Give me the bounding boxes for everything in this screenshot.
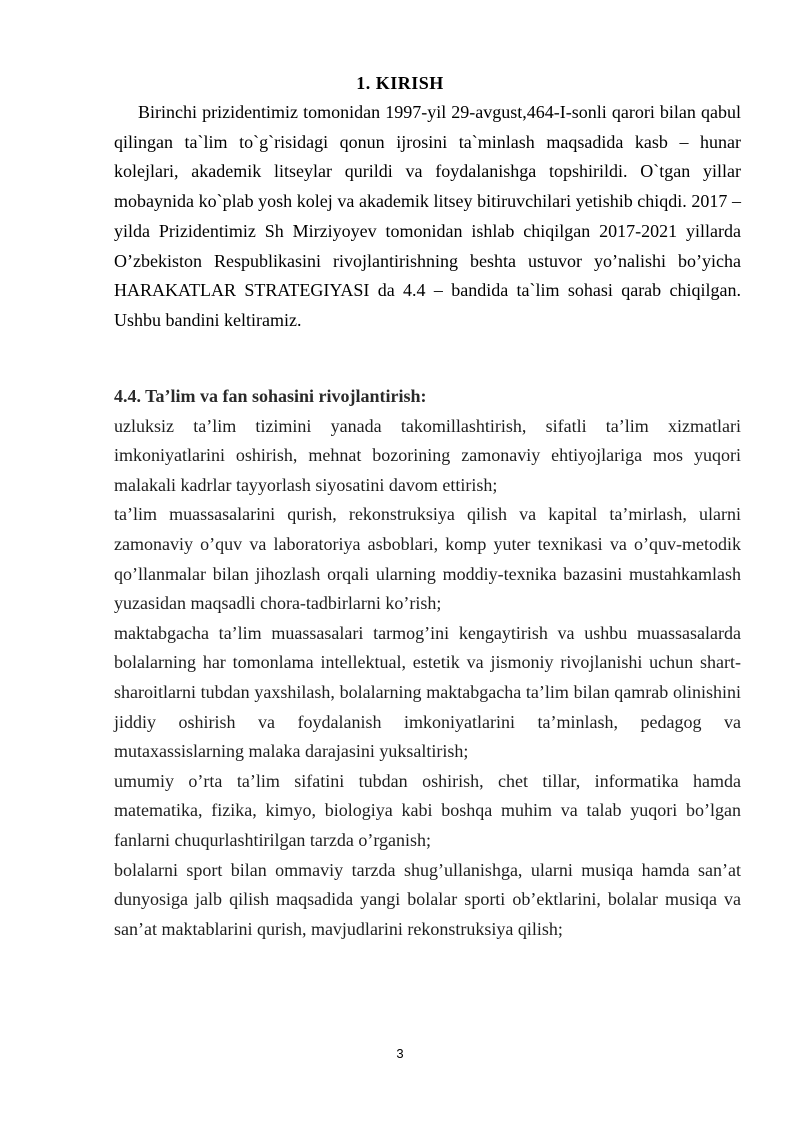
section-4-4 xyxy=(114,382,741,944)
list-item: umumiy o’rta ta’lim sifatini tubdan oshirish, chet tillar, informatika hamda matematika, fizika, kimyo, biologiya kabi boshqa muhim va talab yuqori bo’lgan fanlarni chuqurlashtirilgan tarzda o’rganish; xyxy=(114,770,741,850)
list-item: uzluksiz ta’lim tizimini yanada takomillashtirish, sifatli ta’lim xizmatlari imkoniyatlarini oshirish, mehnat bozorining zamonaviy ehtiyojlariga mos yuqori malakali kadrlar tayyorlash siyosatini davom ettirish; xyxy=(114,415,741,495)
intro-paragraph: Birinchi prizidentimiz tomonidan 1997-yil 29-avgust,464-I-sonli qarori bilan qabul qilingan ta`lim to`g`risidagi qonun ijrosini ta`minlash maqsadida kasb – hunar kolejlari, akademik litseylar qurildi va foydalanishga topshirildi. O`tgan yillar mobaynida ko`plab yosh kolej va akademik litsey bitiruvchilari yetishib chiqdi. 2017 – yilda Prizidentimiz Sh Mirziyoyev tomonidan ishlab chiqilgan 2017-2021 yillarda O’zbekiston Respublikasini rivojlantirishning beshta ustuvor yo’nalishi bo’yicha HARAKATLAR STRATEGIYASI da 4.4 – bandida ta`lim sohasi qarab chiqilgan. Ushbu bandini keltiramiz. xyxy=(114,102,741,330)
page-number: 3 xyxy=(396,1046,404,1061)
section-title: 4.4. Ta’lim va fan sohasini rivojlantirish: xyxy=(114,386,427,406)
chapter-heading: 1. KIRISH xyxy=(356,73,444,93)
list-item: ta’lim muassasalarini qurish, rekonstruksiya qilish va kapital ta’mirlash, ularni zamonaviy o’quv va laboratoriya asboblari, komp yuter texnikasi va o’quv-metodik qo’llanmalar bilan jihozlash orqali ularning moddiy-texnika bazasini mustahkamlash yuzasidan maqsadli chora-tadbirlarni ko’rish; xyxy=(114,504,741,614)
list-item: maktabgacha ta’lim muassasalari tarmog’ini kengaytirish va ushbu muassasalarda bolalarning har tomonlama intellektual, estetik va jismoniy rivojlanishi uchun shart- sharoitlarni tubdan yaxshilash, bolalarning maktabgacha ta’lim bilan qamrab olinishini jiddiy oshirish va foydalanish imkoniyatlarini ta’minlash, pedagog va mutaxassislarning malaka darajasini yuksaltirish; xyxy=(114,622,741,762)
list-item: bolalarni sport bilan ommaviy tarzda shug’ullanishga, ularni musiqa hamda san’at dunyosiga jalb qilish maqsadida yangi bolalar sporti ob’ektlarini, bolalar musiqa va san’at maktablarini qurish, mavjudlarini rekonstruksiya qilish; xyxy=(114,859,741,939)
